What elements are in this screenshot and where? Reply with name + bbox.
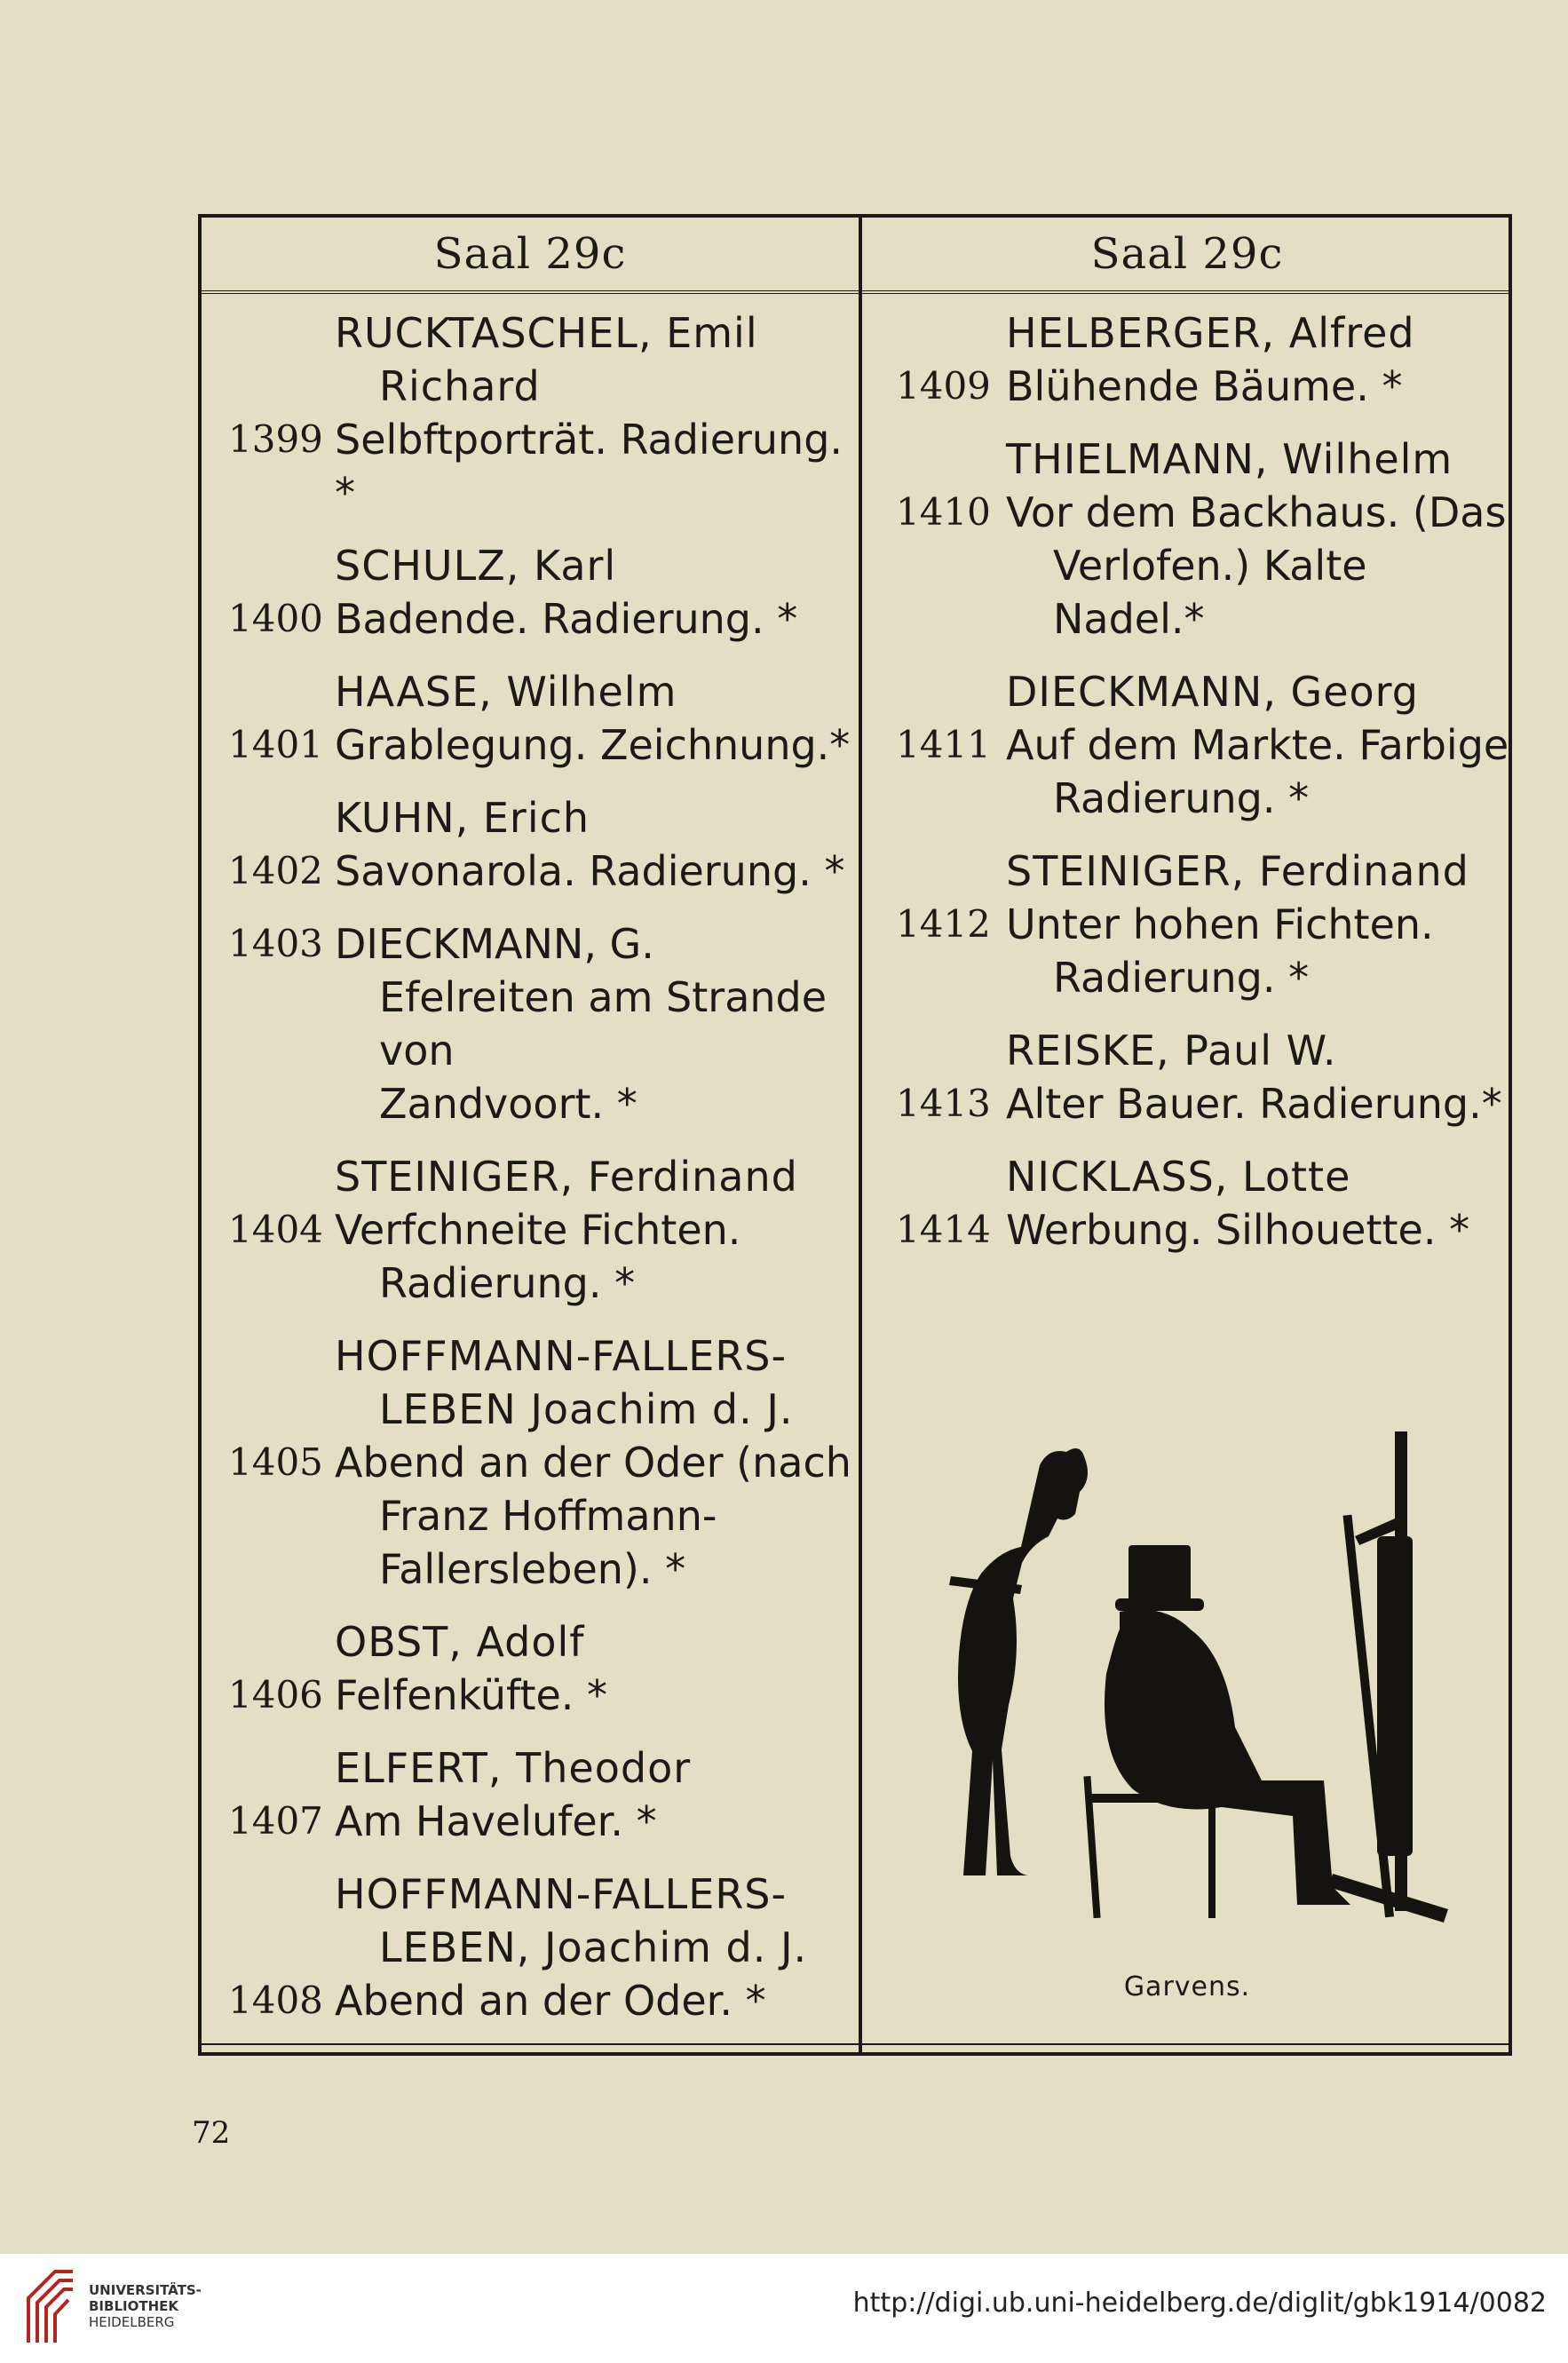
entry-spacer <box>862 825 1512 844</box>
catalog-entry <box>202 917 859 1130</box>
artist-name: Richard <box>379 362 541 410</box>
work-title <box>862 486 1512 539</box>
entry-spacer <box>862 1257 1512 1276</box>
artist-name: ELFERT, Theodor <box>335 1744 692 1792</box>
work-title-text: Unter hohen Fichten. <box>1006 900 1434 948</box>
work-title <box>202 917 859 971</box>
catalog-number: 1411 <box>896 723 991 766</box>
work-title <box>202 1436 859 1489</box>
entry-spacer <box>202 1848 859 1867</box>
work-title-text: Grablegung. Zeichnung.* <box>335 721 851 769</box>
catalog-entry <box>202 1867 859 2027</box>
catalog-entry <box>202 1741 859 1848</box>
catalog-entry <box>862 1150 1512 1257</box>
entry-spacer <box>862 1004 1512 1024</box>
catalog-number: 1401 <box>228 723 323 766</box>
work-title-text: Abend an der Oder. * <box>335 1977 766 2025</box>
artist-name: DIECKMANN, Georg <box>1006 668 1419 716</box>
silhouette-illustration <box>915 1430 1466 1927</box>
artist-name: SCHULZ, Karl <box>335 542 617 590</box>
left-column <box>202 218 862 2052</box>
work-title-text: Alter Bauer. Radierung.* <box>1006 1080 1502 1128</box>
work-title <box>862 718 1512 772</box>
work-title: Franz Hoffmann- <box>379 1492 717 1540</box>
library-name-line: BIBLIOTHEK <box>89 2298 178 2314</box>
entry-spacer <box>202 772 859 791</box>
work-title: Verlofen.) Kalte Nadel.* <box>1053 542 1367 643</box>
artist-name: THIELMANN, Wilhelm <box>1006 435 1453 483</box>
library-name <box>89 2282 202 2330</box>
entry-spacer <box>202 646 859 665</box>
work-title-text: Werbung. Silhouette. * <box>1006 1206 1470 1254</box>
catalog-entry <box>202 539 859 646</box>
work-title-text: Savonarola. Radierung. * <box>335 847 845 895</box>
seated-figure-silhouette <box>1083 1545 1350 1918</box>
artist-name: RUCKTASCHEL, Emil <box>335 309 758 357</box>
entry-spacer <box>862 413 1512 432</box>
catalog-number: 1403 <box>228 922 323 965</box>
work-title: Zandvoort. * <box>379 1080 637 1128</box>
work-title-text: Vor dem Backhaus. (Das <box>1006 488 1507 536</box>
work-title <box>862 1203 1512 1257</box>
figure-caption: Garvens. <box>1123 1971 1251 2002</box>
catalog-entry <box>202 1150 859 1310</box>
artist-name: STEINIGER, Ferdinand <box>335 1153 798 1201</box>
work-title-text: Auf dem Markte. Farbige <box>1006 721 1509 769</box>
work-title-text: Blühende Bäume. * <box>1006 362 1403 410</box>
catalog-number: 1409 <box>896 364 991 408</box>
artist-name: LEBEN Joachim d. J. <box>379 1385 794 1433</box>
entry-spacer <box>202 1596 859 1615</box>
catalog-entry <box>862 665 1512 825</box>
work-title <box>202 1795 859 1848</box>
work-title: Radierung. * <box>379 1259 636 1307</box>
catalog-number: 1400 <box>228 597 323 640</box>
work-title <box>202 1203 859 1257</box>
catalog-number: 1404 <box>228 1208 323 1251</box>
catalog-number: 1414 <box>896 1208 991 1251</box>
artist-name: LEBEN, Joachim d. J. <box>379 1923 808 1971</box>
entry-spacer <box>202 1130 859 1150</box>
work-title-text: Abend an der Oder (nach <box>335 1439 851 1487</box>
work-title <box>202 592 859 646</box>
catalog-entry <box>862 844 1512 1004</box>
artist-name: HAASE, Wilhelm <box>335 668 677 716</box>
catalog-entry <box>202 1329 859 1596</box>
work-title <box>202 1974 859 2027</box>
catalog-entry <box>862 432 1512 646</box>
catalog-number: 1402 <box>228 849 323 892</box>
left-entries <box>202 306 859 2047</box>
work-title-text: Verfchneite Fichten. <box>335 1206 741 1254</box>
catalog-number: 1407 <box>228 1799 323 1843</box>
catalog-entry <box>202 791 859 898</box>
work-title <box>862 898 1512 951</box>
catalog-number: 1406 <box>228 1673 323 1717</box>
work-title: Radierung. * <box>1053 774 1310 822</box>
entry-spacer <box>202 1310 859 1329</box>
work-title <box>202 844 859 898</box>
artist-name: HOFFMANN-FALLERS- <box>335 1870 788 1918</box>
artist-name: KUHN, Erich <box>335 794 590 842</box>
work-title <box>862 360 1512 413</box>
work-title: Fallersleben). * <box>379 1545 686 1593</box>
work-title-text: Badende. Radierung. * <box>335 595 798 643</box>
work-title <box>862 1077 1512 1130</box>
easel-silhouette <box>1328 1431 1448 1923</box>
catalog-number: 1410 <box>896 490 991 534</box>
viewer-footer <box>0 2254 1568 2363</box>
catalog-frame <box>198 214 1512 2056</box>
frame-bottom-rule <box>202 2043 1509 2052</box>
entry-spacer <box>202 898 859 917</box>
work-title: Efelreiten am Strande von <box>379 973 828 1074</box>
entry-spacer <box>202 1722 859 1741</box>
catalog-number: 1405 <box>228 1440 323 1484</box>
work-title: Radierung. * <box>1053 954 1310 1002</box>
artist-name: NICKLASS, Lotte <box>1006 1153 1351 1201</box>
catalog-entry <box>862 306 1512 413</box>
catalog-entry <box>862 1024 1512 1130</box>
work-title-text: Felfenküfte. * <box>335 1671 608 1719</box>
permalink-url[interactable]: http://digi.ub.uni-heidelberg.de/diglit/gbk1914/0082 <box>852 2288 1547 2319</box>
work-title-text: Am Havelufer. * <box>335 1797 657 1845</box>
catalog-entry <box>202 665 859 772</box>
artist-name: STEINIGER, Ferdinand <box>1006 847 1469 895</box>
work-title-text: DIECKMANN, G. <box>335 920 654 968</box>
left-column-header: Saal 29c <box>202 218 859 294</box>
work-title-text: Selbftporträt. Radierung. * <box>335 416 843 517</box>
right-entries <box>862 306 1512 1276</box>
catalog-entry <box>202 306 859 519</box>
entry-spacer <box>862 1130 1512 1150</box>
catalog-number: 1413 <box>896 1082 991 1125</box>
work-title <box>202 1669 859 1722</box>
catalog-entry <box>202 1615 859 1722</box>
right-column <box>862 218 1512 2052</box>
university-library-logo-icon <box>20 2263 82 2351</box>
work-title <box>202 718 859 772</box>
catalog-number: 1408 <box>228 1978 323 2022</box>
library-name-line: HEIDELBERG <box>89 2314 175 2330</box>
entry-spacer <box>862 646 1512 665</box>
artist-name: HELBERGER, Alfred <box>1006 309 1415 357</box>
standing-figure-silhouette <box>949 1448 1088 1875</box>
artist-name: REISKE, Paul W. <box>1006 1027 1337 1074</box>
artist-name: OBST, Adolf <box>335 1618 585 1666</box>
entry-spacer <box>202 519 859 539</box>
page-number: 72 <box>192 2115 231 2151</box>
catalog-number: 1399 <box>228 417 323 461</box>
work-title <box>202 413 859 519</box>
artist-name: HOFFMANN-FALLERS- <box>335 1332 788 1380</box>
library-name-line: UNIVERSITÄTS- <box>89 2282 202 2298</box>
catalog-number: 1412 <box>896 902 991 946</box>
right-column-header: Saal 29c <box>862 218 1512 294</box>
